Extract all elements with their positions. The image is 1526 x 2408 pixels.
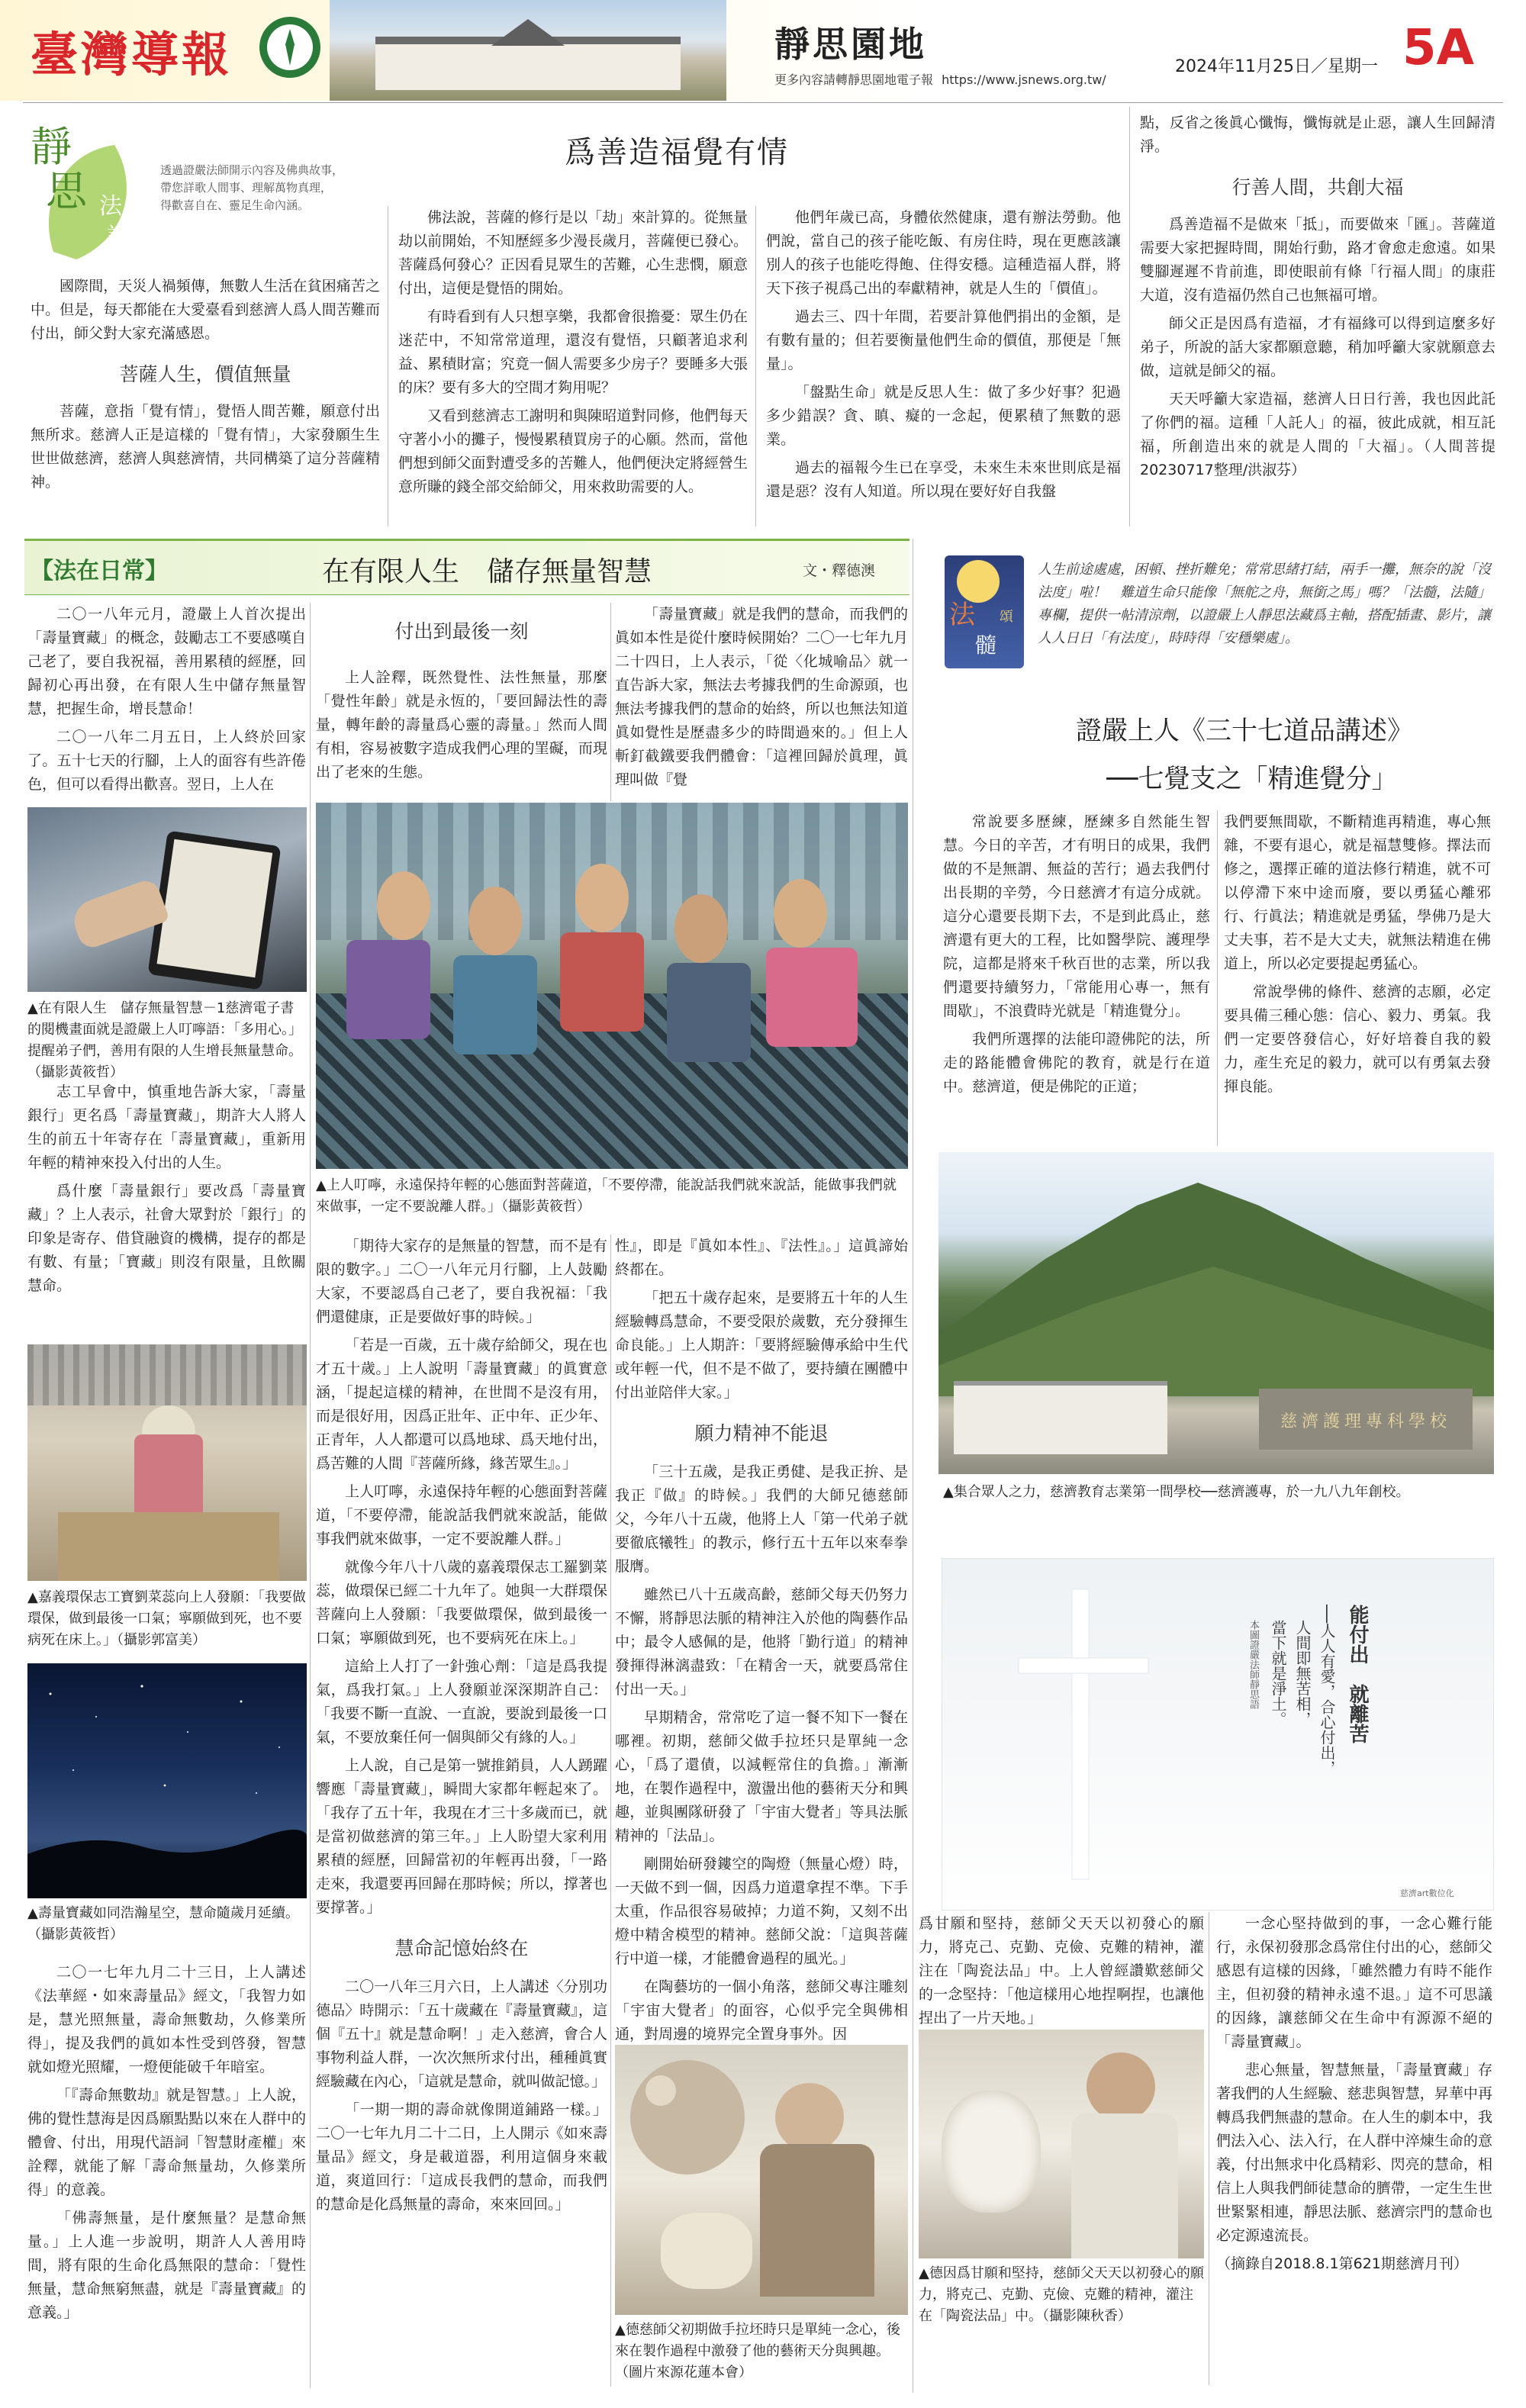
volunteers-group-photo: [316, 803, 908, 1169]
main-col2-top: 付出到最後一刻 上人詮釋，既然覺性、法性無量，那麼「覺性年齡」就是永恆的，「要回歸法性的壽量，轉年齡的壽量爲心靈的壽量。」然而人間有相，容易被數字造成我們心理的罣礙，而現出了老來的生態。: [316, 620, 607, 781]
starry-sky-photo: [27, 1663, 307, 1898]
logo-char-fa: 法: [99, 193, 122, 220]
tzuchi-logo: [259, 17, 320, 78]
recycling-volunteer-photo: [27, 1344, 307, 1581]
pottery-master-photo: [615, 2045, 908, 2315]
art-text: ──人人有愛，合心付出，: [1318, 1605, 1336, 1776]
ebook-photo: [27, 807, 307, 992]
main-col3-top: 「壽量寶藏」就是我們的慧命，而我們的眞如本性是從什麼時候開始？二〇一七年九月二十四日，上人表示，「從〈化城喻品〉就一直告訴大家，無法去考據我們的生命源頭，也無法考據我們的慧命的始終，所以也無法知道眞如覺性是歷盡多少的時間過來的。」但上人斬釘截鐵要我們體會：「這裡回歸於眞理，眞理叫做『覺: [615, 606, 908, 788]
main-col5-bottom: 一念心堅持做到的事，一念心難行能行，永保初發那念爲常住付出的心，慈師父感恩有這樣的因緣，「雖然體力有時不能作主，但初發的精神永遠不退。」這不可思議的因緣，讓慈師父在生命中有源源不絕的「壽量寶藏」。 悲心無量，智慧無量，「壽量寶藏」存著我們的人生經驗、慈悲與智慧，昇華中再轉爲我們無盡的慧命。在人生的劇本中，我們法入心、法入行，在人群中淬煉生命的意義，付出無求中化爲精彩、閃亮的慧命，相信上人與我們師徒慧命的臍帶，一定生生世世緊緊相連，靜思法脈、慈濟宗門的慧命也必定源遠流長。 （摘錄自2018.8.1第621期慈濟月刊）: [1216, 1915, 1492, 2272]
photo-caption: ▲集合眾人之力，慈濟教育志業第一間學校──慈濟護專，於一九八九年創校。: [943, 1484, 1410, 1500]
school-sign: 慈濟護理專科學校: [1280, 1412, 1451, 1431]
jingsi-logo: [31, 114, 153, 267]
subhead: 慧命記憶始終在: [394, 1937, 529, 1959]
column-label: 【法在日常】: [31, 558, 168, 584]
jingsi-building-photo: [330, 0, 726, 101]
art-text: 當下就是淨土。: [1269, 1620, 1287, 1727]
page-number: 5A: [1402, 20, 1475, 76]
photo-caption: ▲嘉義環保志工寶劉菜蕊向上人發願：「我要做環保，做到最後一口氣；寧願做到死，也不要病死在床上。」（攝影郭富美）: [27, 1589, 306, 1648]
issue-date: 2024年11月25日／星期一: [1175, 57, 1378, 76]
jingsi-art-panel: [942, 1558, 1494, 1911]
logo-char-si: 思: [46, 167, 87, 215]
photo-caption: ▲上人叮嚀，永遠保持年輕的心態面對菩薩道，「不要停滯，能說話我們就來說話，能做事我們就來做事，一定不要說離人群。」（攝影黃筱哲）: [316, 1177, 897, 1215]
main-col1-top: 二〇一八年元月，證嚴上人首次提出「壽量寶藏」的概念，鼓勵志工不要感嘆自己老了，要自我祝福，善用累積的經歷，回歸初心再出發，在有限人生中儲存無量智慧，把握生命，增長慧命！ 二〇一八年二月五日，上人終於回家了。五十七天的行腳，上人的面容有些許倦色，但可以看得出歡喜。翌日，上人在: [27, 606, 306, 793]
main-col1-bottom: 二〇一七年九月二十三日，上人講述《法華經・如來壽量品》經文，「我智力如是，慧光照無量，壽命無數劫，久修業所得」，提及我們的眞如本性受到啓發，智慧就如燈光照耀，一燈便能破千年暗室。 「『壽命無數劫』就是智慧。」上人說，佛的覺性慧海是因爲願點點以來在人群中的體會、付出，用現代語詞「智慧財產權」來詮釋，就能了解「壽命無量劫，久修業所得」的意義。 「佛壽無量，是什麼無量？是慧命無量。」上人進一步說明，期許人人善用時間，將有限的生命化爲無限的慧命：「覺性無量，慧命無窮無盡，就是『壽量寶藏』的意義。」: [27, 1964, 306, 2321]
ceramic-lamp-photo: [919, 2030, 1204, 2258]
paper-name: 臺灣導報: [31, 27, 233, 82]
logo-char-jing: 靜: [31, 123, 72, 171]
photo-caption: ▲壽量寶藏如同浩瀚星空，慧命隨歲月延續。（攝影黃筱哲）: [27, 1905, 299, 1943]
main-col2-bottom: 「期待大家存的是無量的智慧，而不是有限的數字。」二〇一八年元月行腳，上人鼓勵大家，不要認爲自己老了，要自我祝福：「我們還健康，正是要做好事的時候。」 「若是一百歲，五十歲存給師父，現在也才五十歲。」上人說明「壽量寶藏」的眞實意涵，「提起這樣的精神，在世間不是沒有用，而是很好用，因爲正壯年、正中年、正少年、正青年，人人都還可以爲地球、爲天地付出，爲苦難的人間『菩薩所緣，緣苦眾生』。」 上人叮嚀，永遠保持年輕的心態面對菩薩道，「不要停滯，能說話我們就來說話，能做事我們就來做事，一定不要說離人群。」 就像今年八十八歲的嘉義環保志工羅劉菜蕊，做環保已經二十九年了。她與一大群環保菩薩向上人發願：「我要做環保，做到最後一口氣；寧願做到死，也不要病死在床上。」 這給上人打了一針強心劑：「這是爲我提氣，爲我打氣。」上人發願並深深期許自己：「我要不斷一直說、一直說，要說到最後一口氣，不要放棄任何一個與師父有緣的人。」 上人說，自己是第一號推銷員，人人踴躍響應「壽量寶藏」，瞬間大家都年輕起來了。「我存了五十年，我現在才三十多歲而已，就是當初做慈濟的第三年。」上人盼望大家利用累積的經歷，回歸當初的年輕再出發，「一路走來，我還要再回歸在那時候；所以，撑著也要撑著。」 慧命記憶始終在 二〇一八年三月六日，上人講述〈分別功德品〉時開示：「五十歲藏在『壽量寶藏』，這個『五十』就是慧命啊！」走入慈濟，會合人事物利益人群，一次次無所求付出，種種眞實經驗藏在內心，「這就是慧命，就叫做記憶。」 「一期一期的壽命就像開道鋪路一樣。」二〇一七年九月二十二日，上人開示《如來壽量品》經文，身是載道器，利用這個身來載道，爽道回行：「這成長我們的慧命，而我們的慧命是化爲無量的壽命，來來回回。」: [316, 1238, 607, 2213]
dharma-box-intro: 人生前途處處，困頓、挫折難免；常常思緒打結，兩手一攤，無奈的說「沒法度」啦！ 難道生命只能像「無舵之舟，無銜之馬」嗎？「法髓，法隨」專欄，提供一帖清涼劑，以證嚴上人靜思法藏爲主軸，搭配插畫、影片，讓人人日日「有法度」，時時得「安穩樂處」。: [1038, 562, 1491, 646]
top-article-title: 爲善造福覺有情: [565, 135, 789, 170]
photo-caption: ▲德慈師父初期做手拉坯時只是單純一念心，後來在製作過程中激發了他的藝術天分與興趣。（圖片來源花蓮本會）: [615, 2322, 900, 2381]
art-credit: 慈濟art數位化: [1400, 1888, 1454, 1898]
top-col2: 佛法說，菩薩的修行是以「劫」來計算的。從無量劫以前開始，不知歷經多少漫長歲月，菩薩便已發心。菩薩爲何發心？正因看見眾生的苦難，心生悲憫，願意付出，這便是覺悟的開始。 有時看到有人只想享樂，我都會很擔憂：眾生仍在迷茫中，不知常常道理，還沒有覺悟，只顧著追求利益、累積財富；究竟一個人需要多少房子？要睡多大張的床？要有多大的空間才夠用呢？ 又看到慈濟志工謝明和與陳昭道對同修，他們每天守著小小的攤子，慢慢累積買房子的心願。然而，當他們想到師父面對遭受多的苦難人，他們便決定將經營生意所賺的錢全部交給師父，用來救助需要的人。: [398, 209, 748, 495]
subhead: 付出到最後一刻: [394, 620, 529, 642]
photo-caption: ▲德因爲甘願和堅持，慈師父天天以初發心的願力，將克己、克勤、克儉、克難的精神，灌注在「陶瓷法品」中。（攝影陳秋香）: [919, 2265, 1204, 2324]
art-text: 人間即無苦相，: [1293, 1620, 1312, 1727]
subhead: 行善人間，共創大福: [1231, 176, 1404, 198]
dharma-colB: 我們要無間歇，不斷精進再精進，專心無雜，不要有退心，就是福慧雙修。擇法而修之，選擇正確的道法修行精進，就不可以停滯下來中途而廢，要以勇猛心離邪行、行眞法；精進就是勇猛，學佛乃是大丈夫事，若不是大丈夫，就無法精進在佛道上，所以必定要提起勇猛心。 常說學佛的條件、慈濟的志願，必定要具備三種心態：信心、毅力、勇氣。我們一定要啓發信心，好好培養自我的毅力，產生充足的毅力，就可以有勇氣去發揮良能。: [1224, 813, 1491, 1095]
masthead: [0, 0, 1526, 101]
more-note: 更多內容請轉靜思園地電子報: [774, 72, 934, 87]
photo-caption: ▲在有限人生 儲存無量智慧－1慈濟電子書的閱機畫面就是證嚴上人叮嚀語：「多用心。」提醒弟子們，善用有限的人生增長無量慧命。（攝影黃筱哲）: [27, 1000, 302, 1080]
main-col3-mid: 性』，即是『眞如本性』、『法性』。」這眞諦始終都在。 「把五十歲存起來，是要將五十年的人生經驗轉爲慧命，不要受限於歲數，充分發揮生命良能。」上人期許：「要將經驗傳承給中生代或年輕一代，但不是不做了，要持續在團體中付出並陪伴大家。」 願力精神不能退 「三十五歲，是我正勇健、是我正拚、是我正『做』的時候。」我們的大師兄德慈師父，今年八十五歲，他將上人「第一代弟子就要徹底犧牲」的教示，修行五十五年以來奉拳服膺。 雖然已八十五歲高齡，慈師父每天仍努力不懈，將靜思法脈的精神注入於他的陶藝作品中；最令人感佩的是，他將「勤行道」的精神發揮得淋漓盡致：「在精舍一天，就要爲常住付出一天。」 早期精舍，常常吃了這一餐不知下一餐在哪裡。初期，慈師父做手拉坯只是單純一念心，「爲了還債，以減輕常住的負擔。」漸漸地，在製作過程中，激盪出他的藝術天分和興趣，並與團隊研發了「宇宙大覺者」等具法脈精神的「法品」。 剛開始研發鏤空的陶燈（無量心燈）時，一天做不到一個，因爲力道還拿捏不準。下手太重，作品很容易破掉；力道不夠，又刻不出燈中精舍模型的精神。慈師父說：「這與菩薩行中道一樣，才能體會過程的風光。」 在陶藝坊的一個小角落，慈師父專注雕刻「宇宙大覺者」的面容，心似乎完全與佛相通，對周邊的境界完全置身事外。因: [615, 1238, 908, 2043]
nursing-school-photo: [938, 1152, 1494, 1474]
top-col1: 國際間，天災人禍頻傳，無數人生活在貧困痛苦之中。但是，每天都能在大愛臺看到慈濟人爲人間苦難而付出，師父對大家充滿感恩。 菩薩人生，價值無量 菩薩，意指「覺有情」，覺悟人間苦難，願意付出無所求。慈濟人正是這樣的「覺有情」，大家發願生生世世做慈濟，慈濟人與慈濟情，共同構築了這分菩薩精神。: [31, 278, 380, 491]
subhead: 菩薩人生，價值無量: [119, 363, 291, 385]
top-col3: 他們年歲已高，身體依然健康，還有辦法勞動。他們說，當自己的孩子能吃飯、有房住時，現在更應該讓別人的孩子也能吃得飽、住得安穩。這種造福人群，將天下孩子視爲己出的奉獻精神，就是人生的「價值」。 過去三、四十年間，若要計算他們捐出的金額，是有數有量的；但若要衡量他們生命的價值，那便是「無量」。 「盤點生命」就是反思人生：做了多少好事？犯過多少錯誤？貪、瞋、癡的一念起，便累積了無數的惡業。 過去的福報今生已在享受，未來生未來世則底是福還是惡？沒有人知道。所以現在要好好自我盤: [766, 209, 1121, 500]
cross-light-icon: [965, 1574, 1194, 1895]
dharma-box-title: 證嚴上人《三十七道品講述》 ──七覺支之「精進覺分」: [1076, 716, 1413, 794]
section-title: 靜思園地: [774, 24, 927, 65]
top-col4: 點，反省之後眞心懺悔，懺悔就是止惡，讓人生回歸清淨。 行善人間，共創大福 爲善造福不是做來「抵」，而要做來「匯」。菩薩道需要大家把握時間，開始行動，路才會愈走愈遠。如果雙腳遲遲不肯前進，即使眼前有條「行福人間」的康莊大道，沒有造福仍然自己也無福可增。 師父正是因爲有造福，才有福緣可以得到這麼多好弟子，所說的話大家都願意聽，稍加呼籲大家就願意去做，這就是師父的福。 天天呼籲大家造福，慈濟人日日行善，我也因此託了你們的福。這種「人託人」的福，彼此成就，相互託福，所創造出來的就是人間的「大福」。（人間菩提20230717整理/洪淑芬）: [1140, 114, 1495, 478]
main-col4-bottom: 爲甘願和堅持，慈師父天天以初發心的願力，將克己、克勤、克儉、克難的精神，灌注在「陶瓷法品」中。上人曾經讚歎慈師父的一念堅持：「他這樣用心地捏啊捏，也讓他捏出了一片天地。」: [919, 1915, 1204, 2027]
jingsi-intro: 透過證嚴法師開示內容及佛典故事， 帶您詳歌人間事、理解萬物真理， 得歡喜自在、靈足生命內涵。: [160, 163, 344, 212]
logo-char-yu: 語: [107, 224, 130, 250]
main-col1-mid: 志工早會中，慎重地告訴大家，「壽量銀行」更名爲「壽量寶藏」，期許大人將人生的前五十年寄存在「壽量寶藏」，重新用年輕的精神來投入付出的人生。 爲什麼「壽量銀行」要改爲「壽量寶藏」？上人表示，社會大眾對於「銀行」的印象是寄存、借貸融資的機構，提存的都是有數、有量；「寶藏」則沒有限量，且飲關慧命。: [27, 1083, 306, 1294]
main-article-header: [24, 539, 909, 595]
subhead: 願力精神不能退: [694, 1422, 829, 1444]
dharma-emblem: 法 髓 頌: [945, 555, 1024, 668]
art-text: 本圖證嚴法師靜思語: [1248, 1620, 1259, 1709]
art-text: 能付出 就離苦: [1346, 1605, 1369, 1743]
site-url[interactable]: https://www.jsnews.org.tw/: [942, 72, 1106, 87]
byline: 文・釋德澳: [803, 562, 876, 579]
dharma-colA: 常說要多歷練，歷練多自然能生智慧。今日的辛苦，才有明日的成果，我們做的不是無謂、無益的苦行；過去我們付出長期的辛勞，今日慈濟才有這分成就。這分心還要長期下去，不是到此爲止，慈濟還有更大的工程，比如醫學院、護理學院，這都是將來千秋百世的志業，所以我們還要持續努力，「常能用心專一，無有間歇」，不浪費時光就是「精進覺分」。 我們所選擇的法能印證佛陀的法，所走的路能體會佛陀的教育，就是行在道中。慈濟道，便是佛陀的正道；: [943, 813, 1210, 1095]
main-article-title: 在有限人生 儲存無量智慧: [322, 556, 652, 588]
